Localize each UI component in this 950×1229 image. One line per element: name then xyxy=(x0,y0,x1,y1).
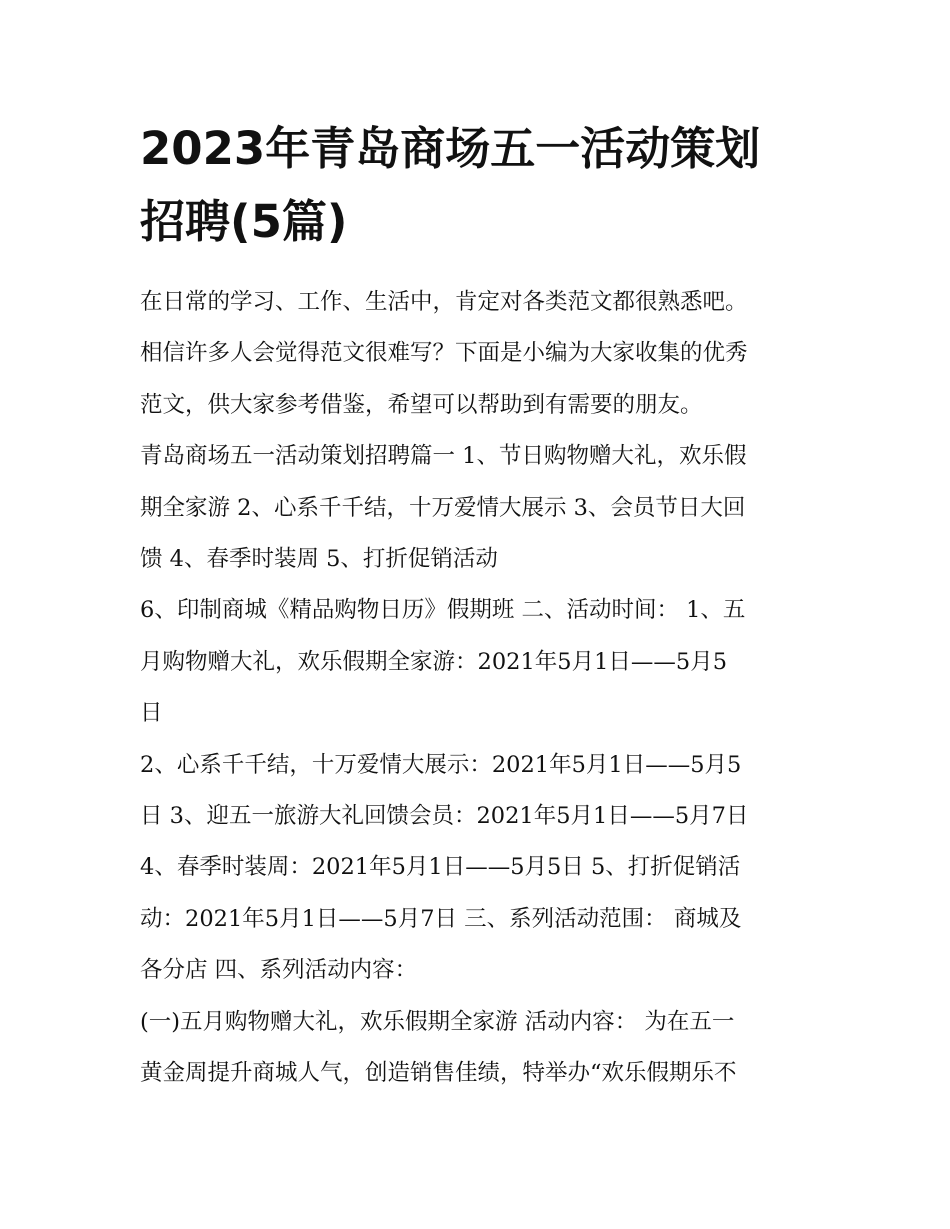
text-line: 相信许多人会觉得范文很难写？下面是小编为大家收集的优秀 xyxy=(140,340,748,367)
activity-time-paragraph xyxy=(140,585,820,739)
text-line: 馈 4、春季时装周 5、打折促销活动 xyxy=(140,546,498,573)
text-line: 日 xyxy=(140,700,163,727)
title-line: 2023年青岛商场五一活动策划 xyxy=(140,122,761,175)
text-line: 期全家游 2、心系千千结，十万爱情大展示 3、会员节日大回 xyxy=(140,494,746,521)
document-page xyxy=(140,112,820,1100)
title-line: 招聘(5篇) xyxy=(140,195,348,248)
text-line: 月购物赠大礼，欢乐假期全家游：2021年5月1日——5月5 xyxy=(140,648,728,675)
text-line: 在日常的学习、工作、生活中，肯定对各类范文都很熟悉吧。 xyxy=(140,289,748,315)
document-body xyxy=(140,277,820,1100)
activity-list-paragraph xyxy=(140,431,820,585)
text-line: 各分店 四、系列活动内容： xyxy=(140,957,418,984)
activity-content-paragraph xyxy=(140,997,820,1100)
text-line: (一)五月购物赠大礼，欢乐假期全家游 活动内容： 为在五一 xyxy=(140,1008,735,1035)
document-title xyxy=(140,112,820,258)
text-line: 动：2021年5月1日——5月7日 三、系列活动范围： 商城及 xyxy=(140,905,742,932)
text-line: 青岛商场五一活动策划招聘篇一 1、节日购物赠大礼，欢乐假 xyxy=(140,443,747,470)
text-line: 6、印制商城《精品购物日历》假期班 二、活动时间： 1、五 xyxy=(140,597,746,624)
schedule-paragraph xyxy=(140,740,820,997)
text-line: 2、心系千千结，十万爱情大展示：2021年5月1日——5月5 xyxy=(140,751,742,778)
text-line: 范文，供大家参考借鉴，希望可以帮助到有需要的朋友。 xyxy=(140,391,703,418)
text-line: 黄金周提升商城人气，创造销售佳绩，特举办“欢乐假期乐不 xyxy=(140,1060,737,1087)
text-line: 日 3、迎五一旅游大礼回馈会员：2021年5月1日——5月7日 xyxy=(140,803,749,830)
intro-paragraph xyxy=(140,277,820,431)
text-line: 4、春季时装周：2021年5月1日——5月5日 5、打折促销活 xyxy=(140,854,741,881)
